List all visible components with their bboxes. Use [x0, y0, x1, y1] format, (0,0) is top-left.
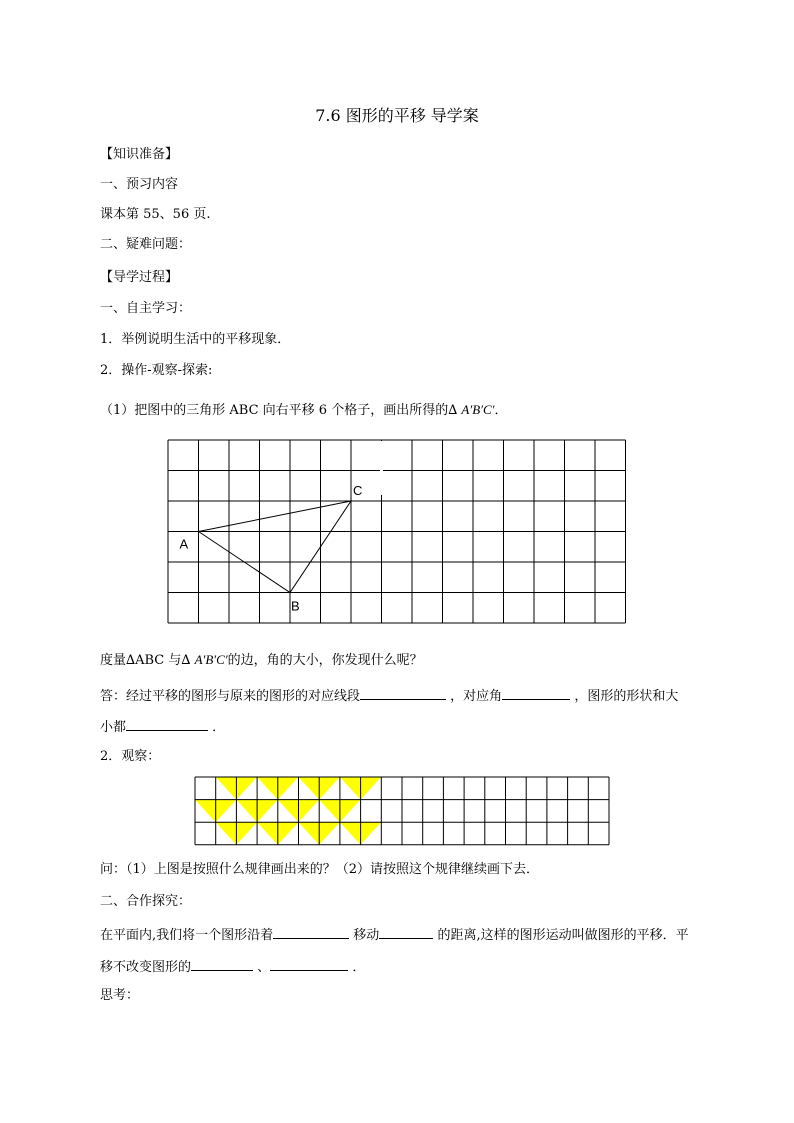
- measure-text-1: 度量∆ABC 与: [100, 653, 182, 668]
- pattern-grid: [190, 772, 616, 850]
- measure-text-2: 的边，角的大小，你发现什么呢？: [227, 653, 423, 668]
- grid-lines: [195, 777, 609, 845]
- preview-pages: 课本第 55、56 页.: [100, 207, 211, 222]
- def-text-1: 在平面内,我们将一个图形沿着: [100, 928, 274, 943]
- preview-heading: 一、预习内容: [100, 177, 179, 192]
- question-1-text: （1）把图中的三角形 ABC 向右平移 6 个格子，画出所得的: [100, 403, 449, 418]
- question-1-end: ．: [494, 403, 508, 418]
- difficult-questions: 二、疑难问题：: [100, 237, 192, 252]
- answer-blank-angles[interactable]: [502, 685, 570, 700]
- measure-question: [100, 651, 423, 670]
- answer-text-4: 小都: [100, 720, 127, 735]
- observe-heading: 2．观察：: [100, 749, 161, 764]
- triangle-name: A′B′C′: [194, 652, 228, 667]
- vertex-label-c: C: [353, 483, 363, 498]
- answer-text-5: ．: [212, 720, 226, 735]
- triangle-abc: [199, 501, 352, 593]
- yellow-triangles: [195, 777, 381, 845]
- answer-blank-segments[interactable]: [360, 685, 446, 700]
- def-text-4: 移不改变图形的: [100, 960, 192, 975]
- triangle-name: A′B′C′: [461, 402, 495, 417]
- def-blank-direction[interactable]: [273, 924, 349, 939]
- def-text-5: 、: [257, 960, 271, 975]
- page-title: 7.6 图形的平移 导学案: [315, 106, 479, 125]
- def-blank-property-1[interactable]: [191, 956, 253, 971]
- self-study-heading: 一、自主学习：: [100, 301, 192, 316]
- def-text-3: 的距离,这样的图形运动叫做图形的平移．平: [437, 928, 689, 943]
- section-guided-process: 【导学过程】: [100, 270, 179, 285]
- vertex-label-b: B: [291, 598, 300, 614]
- cooperative-heading: 二、合作探究：: [100, 894, 192, 909]
- answer-line-2: [100, 716, 225, 737]
- question-1: [100, 401, 508, 420]
- answer-line-1: [100, 685, 678, 706]
- def-blank-distance[interactable]: [379, 924, 433, 939]
- def-text-2: 移动: [353, 928, 380, 943]
- grid-lines: [168, 440, 626, 623]
- think-heading: 思考：: [100, 988, 140, 1003]
- item-1: 1．举例说明生活中的平移现象．: [100, 332, 291, 347]
- pattern-question: 问：（1）上图是按照什么规律画出来的？（2）请按照这个规律继续画下去．: [100, 862, 540, 877]
- answer-text-1: 答：经过平移的图形与原来的图形的对应线段: [100, 689, 361, 704]
- def-text-6: ．: [352, 960, 366, 975]
- answer-text-2: ，对应角: [450, 689, 503, 704]
- vertex-label-a: A: [179, 536, 189, 552]
- definition-line-2: [100, 956, 365, 977]
- triangle-symbol: ∆: [181, 653, 191, 668]
- def-blank-property-2[interactable]: [270, 956, 348, 971]
- item-2: 2．操作-观察-探索:: [100, 363, 213, 378]
- definition-line-1: [100, 924, 689, 945]
- triangle-symbol: ∆: [448, 403, 458, 418]
- answer-blank-shape[interactable]: [126, 716, 208, 731]
- section-knowledge-prep: 【知识准备】: [100, 147, 179, 162]
- translation-grid: [160, 432, 640, 630]
- answer-text-3: ，图形的形状和大: [574, 689, 679, 704]
